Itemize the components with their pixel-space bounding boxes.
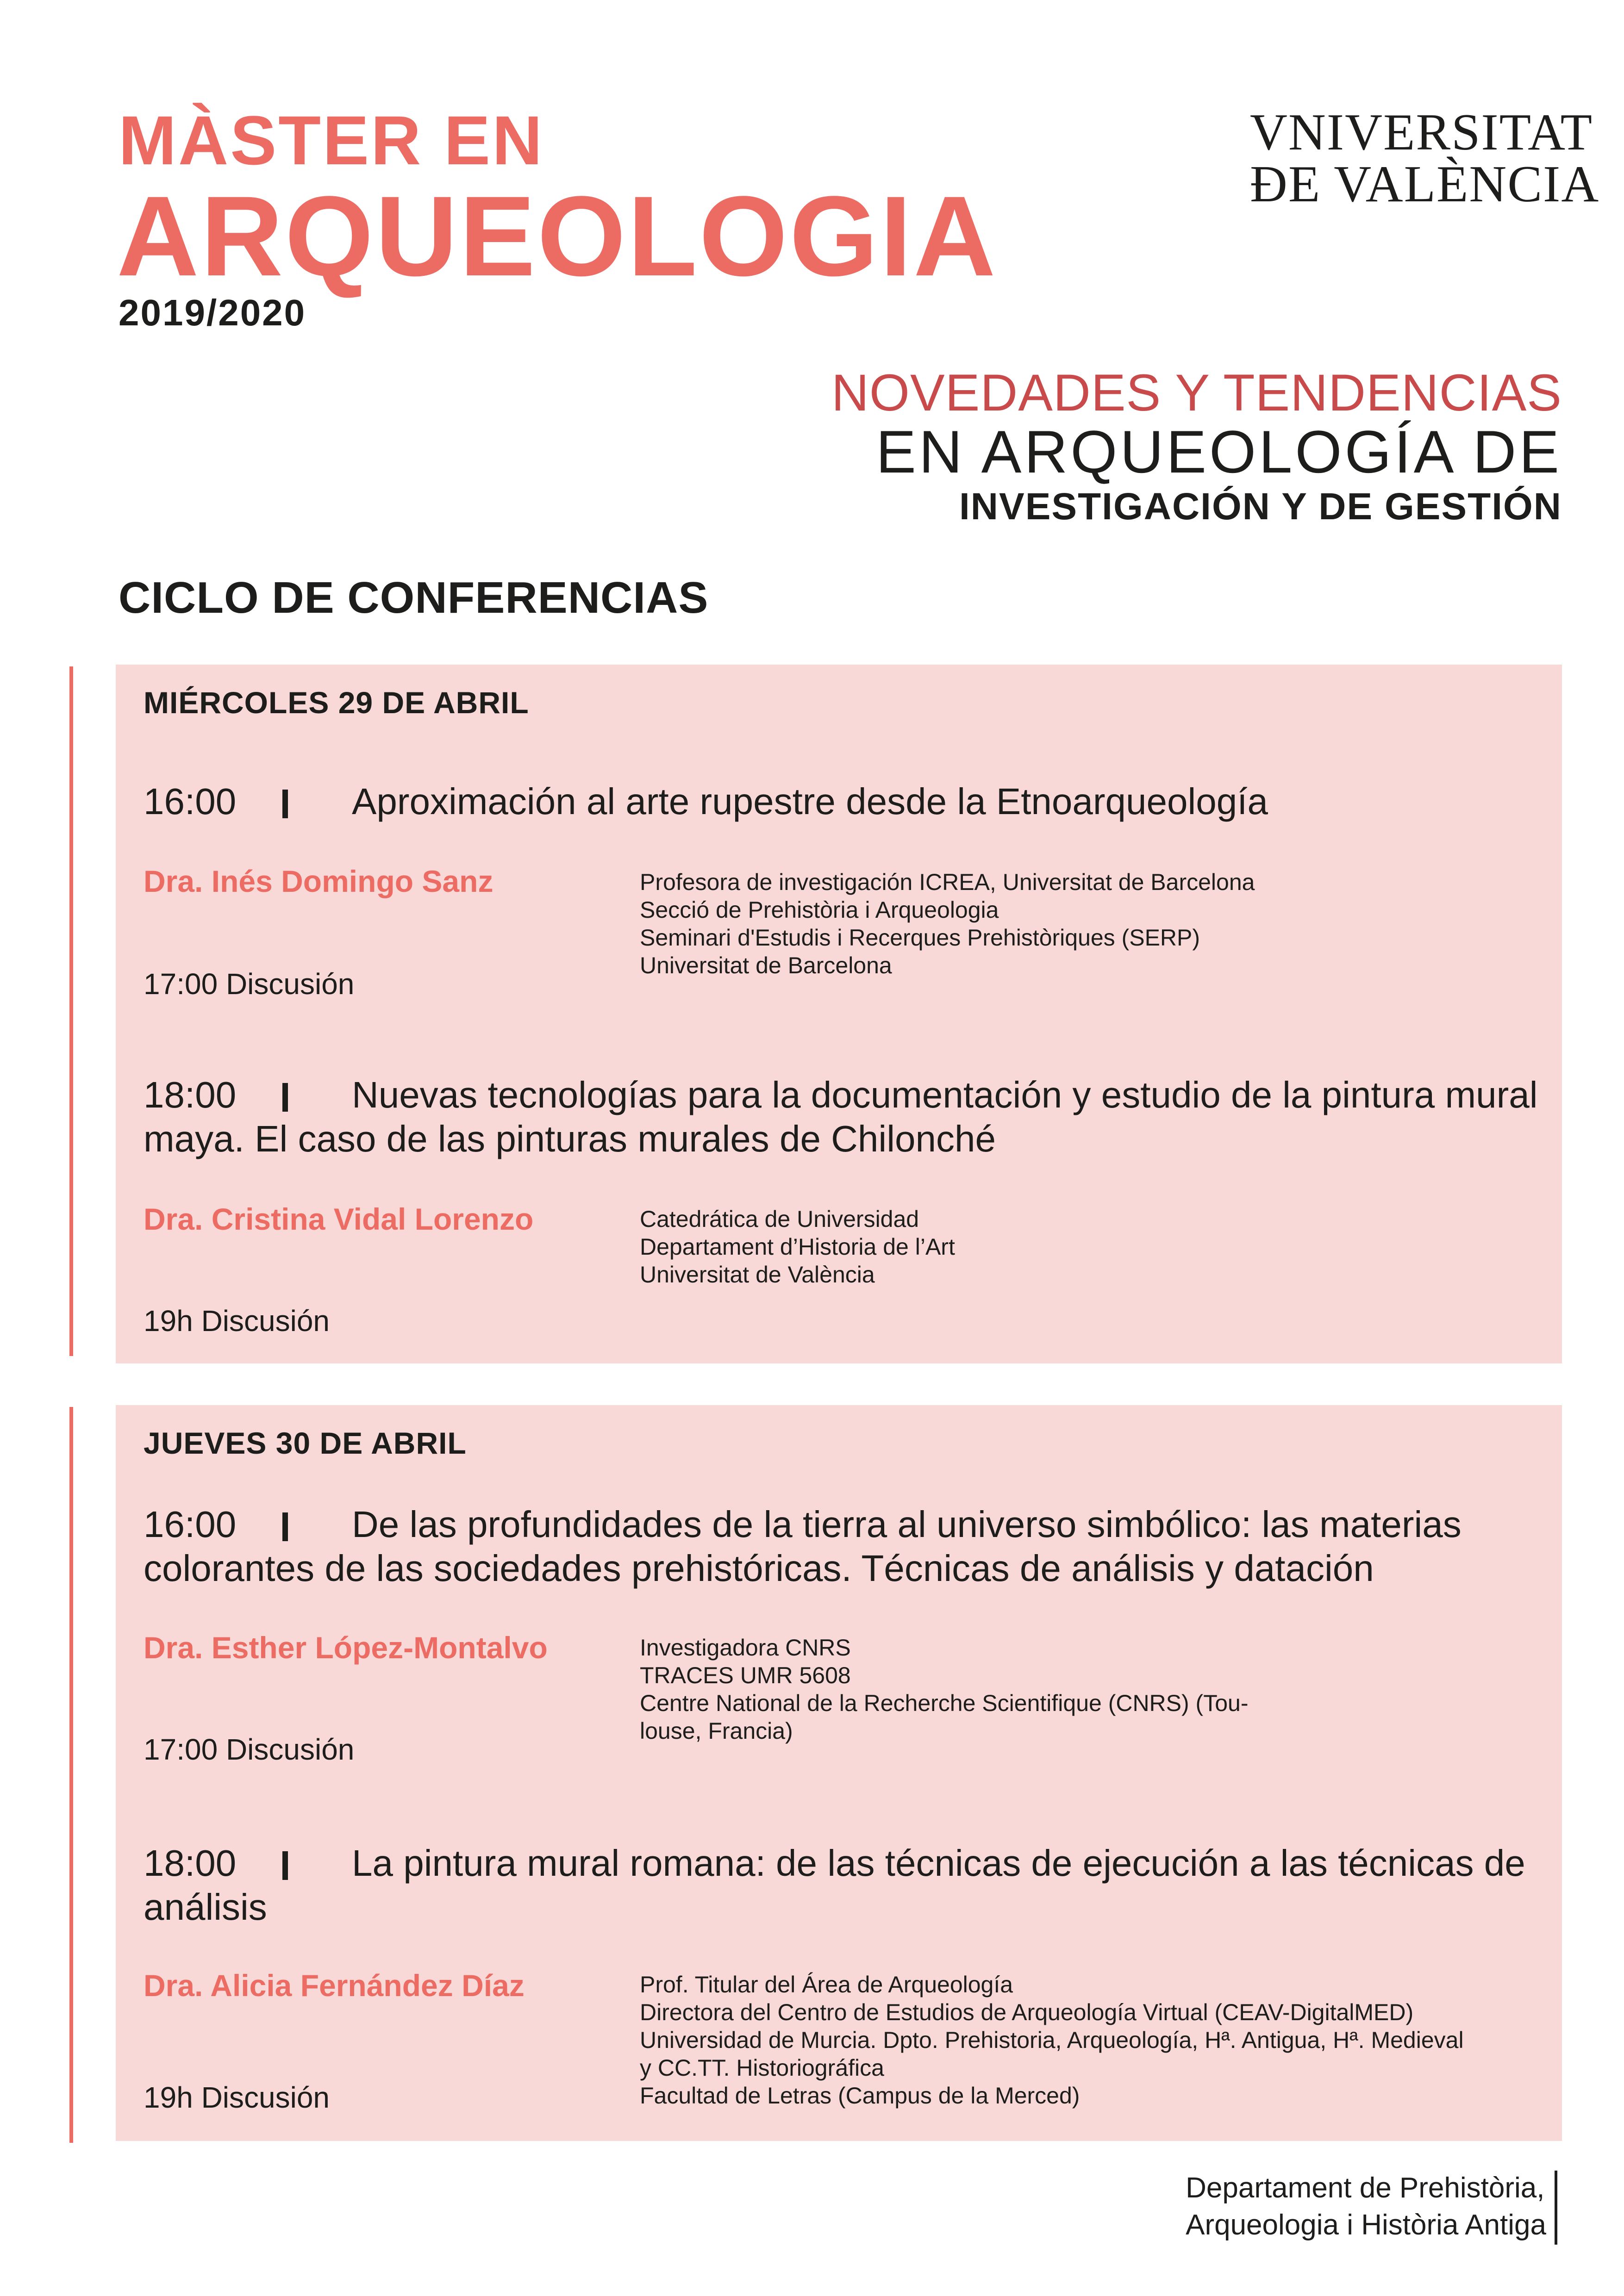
affiliation-line: Profesora de investigación ICREA, Universitat de Barcelona [640, 869, 1255, 895]
talk-time: 16:00 [144, 1504, 237, 1545]
affiliation-line: Facultad de Letras (Campus de la Merced) [640, 2083, 1080, 2109]
speaker-name: Dra. Esther López-Montalvo [144, 1630, 548, 1665]
affiliation-line: Catedrática de Universidad [640, 1206, 919, 1232]
talk-time: 16:00 [144, 781, 237, 822]
logo-line2: ÐE VALÈNCIA [1250, 156, 1600, 213]
department-name [1186, 2170, 1546, 2244]
affiliation-line: Universitat de València [640, 1262, 875, 1288]
speaker-affiliation [640, 868, 1543, 979]
subtitle-line2: EN ARQUEOLOGÍA DE [876, 417, 1562, 485]
speaker-affiliation [640, 1634, 1543, 1745]
speaker-name: Dra. Alicia Fernández Díaz [144, 1968, 525, 2003]
affiliation-line: Centre National de la Recherche Scientifique (CNRS) (Tou- [640, 1690, 1249, 1716]
discussion-time: 19h Discusión [144, 2081, 330, 2114]
discussion-time: 17:00 Discusión [144, 1733, 355, 1766]
affiliation-line: y CC.TT. Historiográfica [640, 2055, 884, 2081]
day2-schedule-box [116, 1405, 1562, 2141]
event-subtitle [831, 366, 1562, 531]
affiliation-line: Universitat de Barcelona [640, 952, 892, 978]
affiliation-line: Prof. Titular del Área de Arqueología [640, 1972, 1013, 1997]
program-title-line2: ARQUEOLOGIA [117, 173, 998, 300]
subtitle-line1: NOVEDADES Y TENDENCIAS [831, 364, 1562, 422]
university-logo [1250, 104, 1600, 213]
affiliation-line: Departament d’Historia de l’Art [640, 1234, 955, 1260]
department-divider [1555, 2171, 1557, 2245]
academic-year: 2019/2020 [119, 292, 306, 333]
discussion-time: 19h Discusión [144, 1304, 330, 1338]
affiliation-line: louse, Francia) [640, 1718, 793, 1744]
talk-title: Nuevas tecnologías para la documentación y estudio de la pintura mural maya. El caso de las pinturas murales de Chilonché [144, 1074, 1538, 1159]
speaker-name: Dra. Inés Domingo Sanz [144, 864, 493, 898]
cycle-title: CICLO DE CONFERENCIAS [119, 573, 709, 622]
department-line2: Arqueologia i Història Antiga [1186, 2209, 1546, 2241]
affiliation-line: Seminari d'Estudis i Recerques Prehistòriques (SERP) [640, 925, 1200, 951]
talk-title: La pintura mural romana: de las técnicas de ejecución a las técnicas de análisis [144, 1842, 1525, 1928]
speaker-affiliation [640, 1205, 1543, 1288]
affiliation-line: TRACES UMR 5608 [640, 1662, 851, 1688]
affiliation-line: Directora del Centro de Estudios de Arqueología Virtual (CEAV-DigitalMED) [640, 1999, 1414, 2025]
talk-title: Aproximación al arte rupestre desde la Etnoarqueología [352, 781, 1268, 822]
day-date: MIÉRCOLES 29 DE ABRIL [144, 685, 529, 720]
speaker-affiliation [640, 1971, 1543, 2109]
talk-time: 18:00 [144, 1074, 237, 1115]
program-title-line1: MÀSTER EN [119, 101, 544, 179]
affiliation-line: Secció de Prehistòria i Arqueologia [640, 897, 999, 923]
affiliation-line: Universidad de Murcia. Dpto. Prehistoria, Arqueología, Hª. Antigua, Hª. Medieval [640, 2027, 1464, 2053]
day-date: JUEVES 30 DE ABRIL [144, 1426, 467, 1460]
affiliation-line: Investigadora CNRS [640, 1635, 851, 1661]
talk-title: De las profundidades de la tierra al universo simbólico: las materias colorantes de las sociedades prehistóricas. Técnicas de análisis y datación [144, 1504, 1462, 1589]
day1-accent-rule [69, 666, 73, 1356]
logo-line1: VNIVERSITAT [1250, 104, 1593, 161]
discussion-time: 17:00 Discusión [144, 967, 355, 1001]
day2-accent-rule [69, 1407, 73, 2143]
department-line1: Departament de Prehistòria, [1186, 2172, 1545, 2204]
day1-schedule-box [116, 665, 1562, 1363]
talk-time: 18:00 [144, 1842, 237, 1884]
subtitle-line3: INVESTIGACIÓN Y DE GESTIÓN [959, 485, 1562, 528]
speaker-name: Dra. Cristina Vidal Lorenzo [144, 1202, 534, 1236]
